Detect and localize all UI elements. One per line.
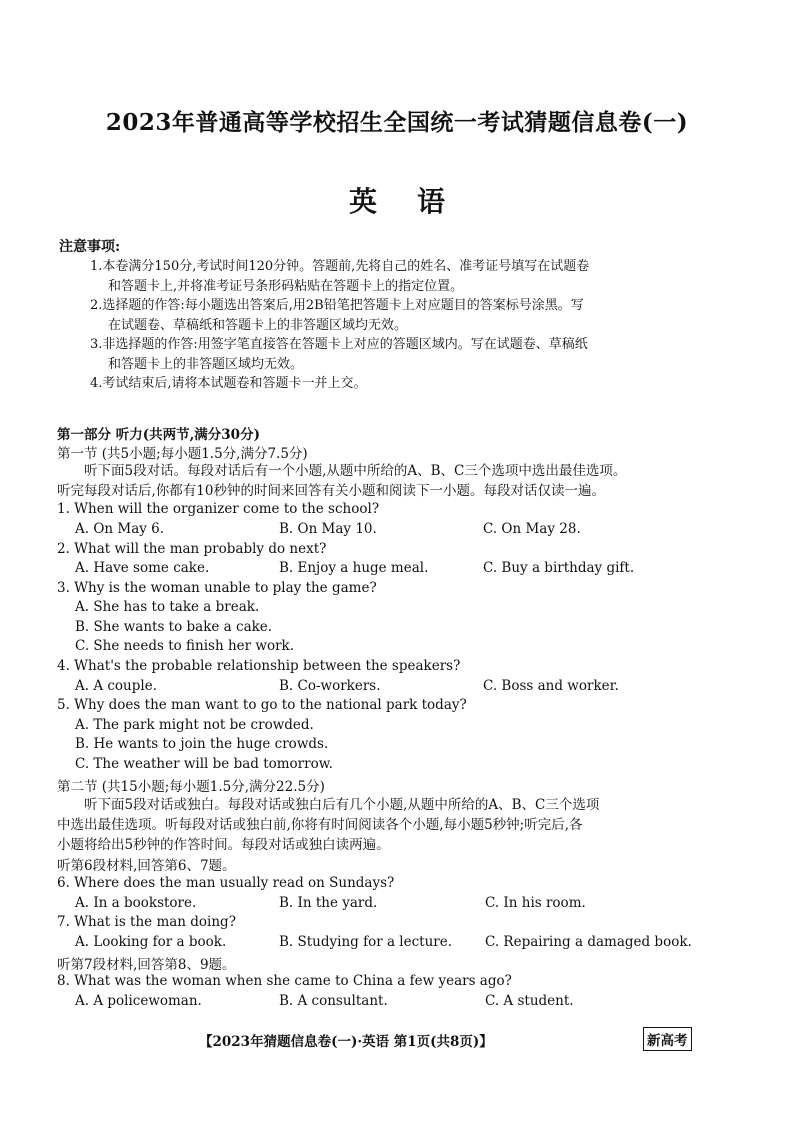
q1-option-a: A. On May 6.: [75, 521, 165, 537]
material-7-label: 听第7段材料,回答第8、9题。: [57, 957, 236, 973]
q8-option-c: C. A student.: [485, 993, 574, 1009]
q1-option-b: B. On May 10.: [279, 521, 377, 537]
q5-option-c: C. The weather will be bad tomorrow.: [75, 756, 333, 772]
question-1: 1. When will the organizer come to the school?: [57, 501, 380, 517]
note-line: 1.本卷满分150分,考试时间120分钟。答题前,先将自己的姓名、准考证号填写在试题卷: [90, 259, 590, 274]
question-4: 4. What's the probable relationship between the speakers?: [57, 658, 461, 674]
note-line: 和答题卡上的非答题区域均无效。: [108, 357, 304, 372]
section2-instructions: [57, 795, 697, 855]
q3-option-b: B. She wants to bake a cake.: [75, 619, 273, 635]
question-3: 3. Why is the woman unable to play the game?: [57, 580, 377, 596]
question-5: 5. Why does the man want to go to the national park today?: [57, 697, 467, 713]
question-8: 8. What was the woman when she came to China a few years ago?: [57, 973, 512, 989]
exam-type-badge: 新高考: [643, 1027, 692, 1051]
instruction-line: 听完每段对话后,你都有10秒钟的时间来回答有关小题和阅读下一小题。每段对话仅读一遍。: [57, 483, 605, 499]
instruction-line: 听下面5段对话。每段对话后有一个小题,从题中所给的A、B、C三个选项中选出最佳选项。: [84, 463, 627, 479]
q8-option-a: A. A policewoman.: [75, 993, 202, 1009]
q2-option-c: C. Buy a birthday gift.: [483, 560, 635, 576]
part1-heading: 第一部分 听力(共两节,满分30分): [57, 427, 260, 443]
q7-option-c: C. Repairing a damaged book.: [485, 934, 692, 950]
q3-option-a: A. She has to take a break.: [75, 599, 260, 615]
note-line: 2.选择题的作答:每小题选出答案后,用2B铅笔把答题卡上对应题目的答案标号涂黑。写: [90, 298, 584, 313]
section1-heading: 第一节 (共5小题;每小题1.5分,满分7.5分): [57, 446, 308, 462]
section2-heading: 第二节 (共15小题;每小题1.5分,满分22.5分): [57, 779, 325, 795]
q6-option-c: C. In his room.: [485, 895, 586, 911]
q2-option-b: B. Enjoy a huge meal.: [279, 560, 429, 576]
note-item: [90, 296, 702, 336]
section1-instructions: [57, 461, 697, 501]
question-7: 7. What is the man doing?: [57, 914, 236, 930]
q6-option-b: B. In the yard.: [279, 895, 378, 911]
note-line: 3.非选择题的作答:用签字笔直接答在答题卡上对应的答题区域内。写在试题卷、草稿纸: [90, 337, 588, 352]
q7-option-b: B. Studying for a lecture.: [279, 934, 453, 950]
q1-option-c: C. On May 28.: [483, 521, 581, 537]
q6-option-a: A. In a bookstore.: [75, 895, 197, 911]
q7-option-a: A. Looking for a book.: [75, 934, 227, 950]
q2-option-a: A. Have some cake.: [75, 560, 210, 576]
page-footer: 【2023年猜题信息卷(一)·英语 第1页(共8页)】: [199, 1034, 493, 1050]
subject-title: 英语: [348, 185, 485, 218]
note-line: 在试题卷、草稿纸和答题卡上的非答题区域均无效。: [108, 318, 408, 333]
q5-option-a: A. The park might not be crowded.: [75, 717, 314, 733]
q5-option-b: B. He wants to join the huge crowds.: [75, 736, 329, 752]
q4-option-a: A. A couple.: [75, 678, 157, 694]
notes-title: 注意事项:: [59, 239, 121, 255]
note-line: 4.考试结束后,请将本试题卷和答题卡一并上交。: [90, 376, 367, 391]
instruction-line: 听下面5段对话或独白。每段对话或独白后有几个小题,从题中所给的A、B、C三个选项: [84, 797, 600, 813]
question-2: 2. What will the man probably do next?: [57, 541, 327, 557]
note-line: 和答题卡上,并将准考证号条形码粘贴在答题卡上的指定位置。: [108, 279, 464, 294]
q8-option-b: B. A consultant.: [279, 993, 388, 1009]
q4-option-b: B. Co-workers.: [279, 678, 381, 694]
q4-option-c: C. Boss and worker.: [483, 678, 619, 694]
question-6: 6. Where does the man usually read on Sundays?: [57, 875, 395, 891]
q3-option-c: C. She needs to finish her work.: [75, 638, 294, 654]
note-item: [90, 335, 702, 375]
exam-title: 2023年普通高等学校招生全国统一考试猜题信息卷(一): [105, 109, 689, 136]
instruction-line: 中选出最佳选项。听每段对话或独白前,你将有时间阅读各个小题,每小题5秒钟;听完后,各: [57, 817, 583, 833]
note-item: [90, 374, 702, 394]
note-item: [90, 257, 702, 297]
material-6-label: 听第6段材料,回答第6、7题。: [57, 858, 236, 874]
instruction-line: 小题将给出5秒钟的作答时间。每段对话或独白读两遍。: [57, 837, 390, 853]
